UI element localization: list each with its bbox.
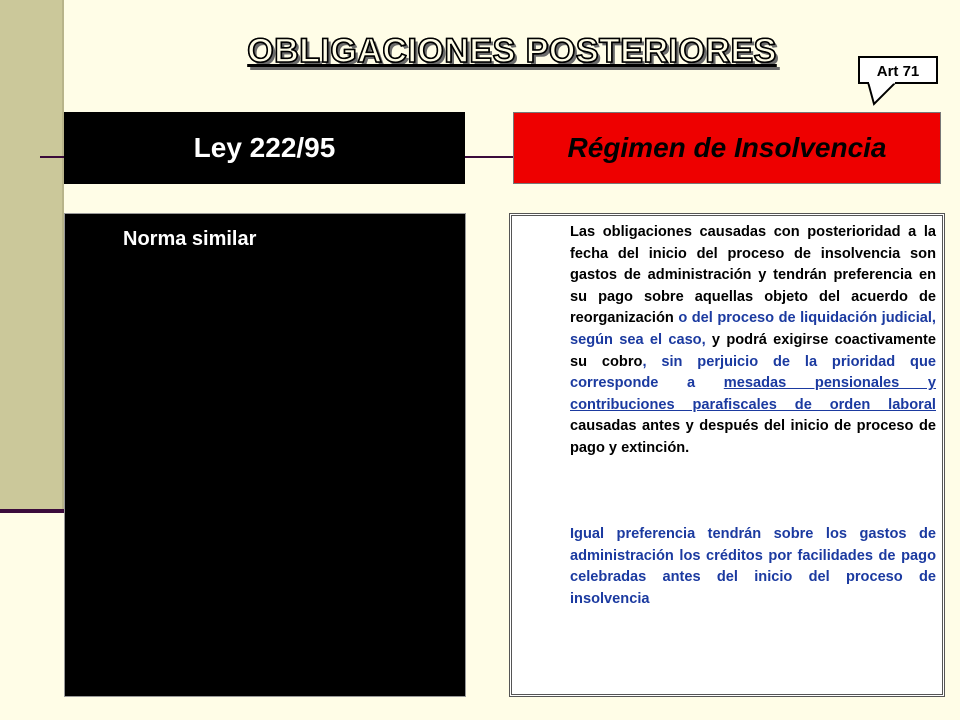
left-panel-title: Norma similar xyxy=(123,228,257,250)
paragraph-2: Igual preferencia tendrán sobre los gastos de administración los créditos por facilidades de pago celebradas antes del inicio del proceso de insolvencia xyxy=(570,526,936,607)
callout-pointer-icon xyxy=(866,82,900,108)
paragraph-1-part-4: , sin perjuicio de la prioridad que corresponde a xyxy=(570,353,936,392)
paragraph-1 xyxy=(570,222,936,460)
paragraph-1-part-2: o del proceso de liquidación judicial, según sea el caso, xyxy=(570,310,936,348)
header-regimen-insolvencia: Régimen de Insolvencia xyxy=(513,112,941,184)
article-callout xyxy=(858,56,942,86)
right-panel xyxy=(509,213,945,697)
left-panel xyxy=(64,213,466,697)
page-title: OBLIGACIONES POSTERIORES xyxy=(247,32,777,70)
paragraph-1-part-1: Las obligaciones causadas con posterioridad a la fecha del inicio del proceso de insolvencia son gastos de administración y tendrán preferencia en su pago sobre aquellas objeto del acuerdo de reorganización xyxy=(570,224,936,327)
left-decorative-bar xyxy=(0,0,64,510)
paragraph-1-part-6: causadas antes y después del inicio de proceso de pago y extinción. xyxy=(570,418,936,456)
article-callout-label: Art 71 xyxy=(858,56,938,84)
header-ley-222: Ley 222/95 xyxy=(64,112,465,184)
connector-line-left xyxy=(40,156,64,158)
paragraph-1-part-3: y podrá exigirse coactivamente su cobro xyxy=(570,331,936,370)
paragraph-1-part-5: mesadas pensionales y contribuciones parafiscales de orden laboral xyxy=(570,375,937,413)
connector-line-middle xyxy=(465,156,513,158)
left-divider-line xyxy=(0,509,64,513)
